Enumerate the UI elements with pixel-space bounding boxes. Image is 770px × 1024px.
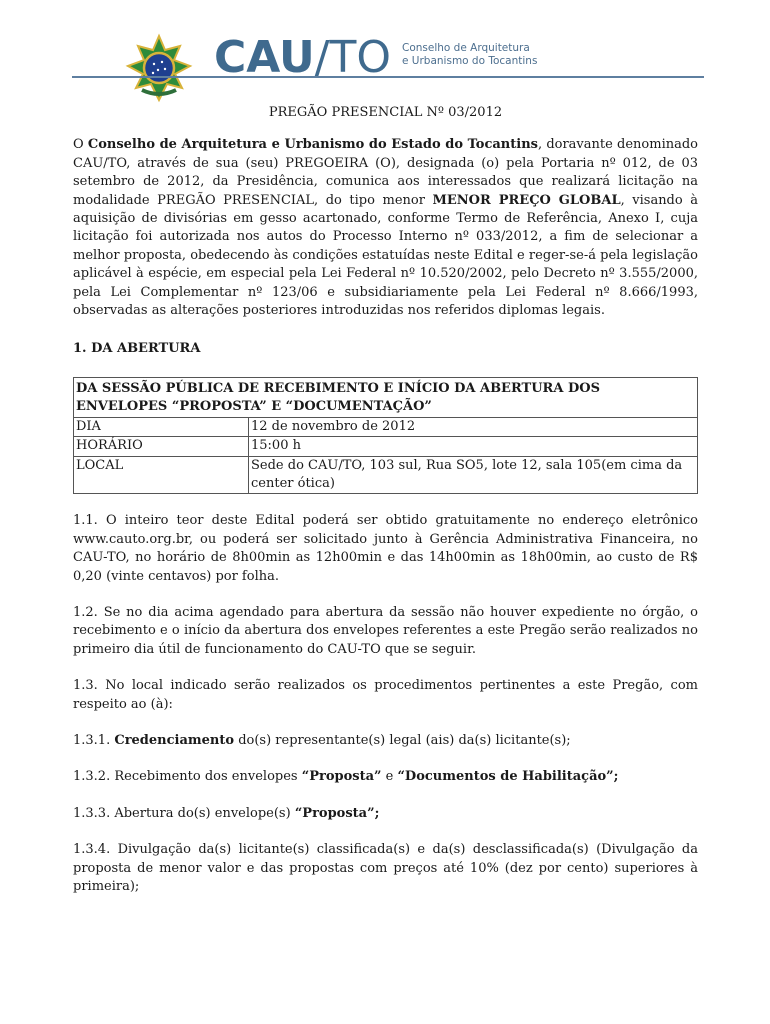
paragraph-1-1: 1.1. O inteiro teor deste Edital poderá ser obtido gratuitamente no endereço eletrônico www.cauto.org.br, ou poderá ser solicitado junto à Gerência Administrativa Financeira, no CAU-TO, no horário de 8h00min as 12h00min e das 14h00min as 18h00min, ao custo de R$ 0,20 (vinte centavos) por folha. xyxy=(73,513,698,584)
session-table xyxy=(73,377,698,494)
paragraph-1-3-2: 1.3.2. Recebimento dos envelopes “Proposta” e “Documentos de Habilitação”; xyxy=(73,769,619,785)
logo-subtitle: Conselho de Arquitetura e Urbanismo do Tocantins xyxy=(402,42,538,67)
table-row xyxy=(74,417,698,436)
table-label: HORÁRIO xyxy=(74,437,249,456)
letterhead xyxy=(72,24,704,94)
intro-paragraph: O Conselho de Arquitetura e Urbanismo do Estado do Tocantins, doravante denominado CAU/TO, através de sua (seu) PREGOEIRA (O), designada (o) pela Portaria nº 012, de 03 setembro de 2012, da Presidência, comunica aos interessados que realizará licitação na modalidade PREGÃO PRESENCIAL, do tipo menor MENOR PREÇO GLOBAL, visando à aquisição de divisórias em gesso acartonado, conforme Termo de Referência, Anexo I, cuja licitação foi autorizada nos autos do Processo Interno nº 033/2012, a fim de selecionar a melhor proposta, obedecendo às condições estatuídas neste Edital e reger-se-á pela legislação aplicável à espécie, em especial pela Lei Federal nº 10.520/2002, pelo Decreto nº 3.555/2000, pela Lei Complementar nº 123/06 e subsidiariamente pela Lei Federal nº 8.666/1993, observadas as alterações posteriores introduzidas nos referidos diplomas legais. xyxy=(73,137,698,319)
table-row xyxy=(74,437,698,456)
paragraph-1-3: 1.3. No local indicado serão realizados os procedimentos pertinentes a este Pregão, com respeito ao (à): xyxy=(73,678,698,712)
section-heading: 1. DA ABERTURA xyxy=(73,341,201,357)
table-value: 12 de novembro de 2012 xyxy=(249,417,698,436)
table-row xyxy=(74,456,698,494)
table-label: DIA xyxy=(74,417,249,436)
table-label: LOCAL xyxy=(74,456,249,494)
brazil-coat-of-arms-icon xyxy=(122,32,196,106)
document-title: PREGÃO PRESENCIAL Nº 03/2012 xyxy=(268,105,503,120)
paragraph-1-3-4: 1.3.4. Divulgação da(s) licitante(s) classificada(s) e da(s) desclassificada(s) (Divulgação da proposta de menor valor e das propostas com preços até 10% (dez por cento) superiores à primeira); xyxy=(73,842,698,894)
document-body xyxy=(73,104,698,896)
logo-text: CAU/TO xyxy=(214,32,392,83)
table-value: 15:00 h xyxy=(249,437,698,456)
table-value: Sede do CAU/TO, 103 sul, Rua SO5, lote 12, sala 105(em cima da center ótica) xyxy=(249,456,698,494)
session-table-header: DA SESSÃO PÚBLICA DE RECEBIMENTO E INÍCIO DA ABERTURA DOS ENVELOPES “PROPOSTA” E “DOCUMENTAÇÃO” xyxy=(74,377,698,417)
paragraph-1-2: 1.2. Se no dia acima agendado para abertura da sessão não houver expediente no órgão, o recebimento e o início da abertura dos envelopes referentes a este Pregão serão realizados no primeiro dia útil de funcionamento do CAU-TO que se seguir. xyxy=(73,604,698,657)
paragraph-1-3-3: 1.3.3. Abertura do(s) envelope(s) “Proposta”; xyxy=(73,805,380,821)
paragraph-1-3-1: 1.3.1. Credenciamento do(s) representante(s) legal (ais) da(s) licitante(s); xyxy=(73,732,571,748)
